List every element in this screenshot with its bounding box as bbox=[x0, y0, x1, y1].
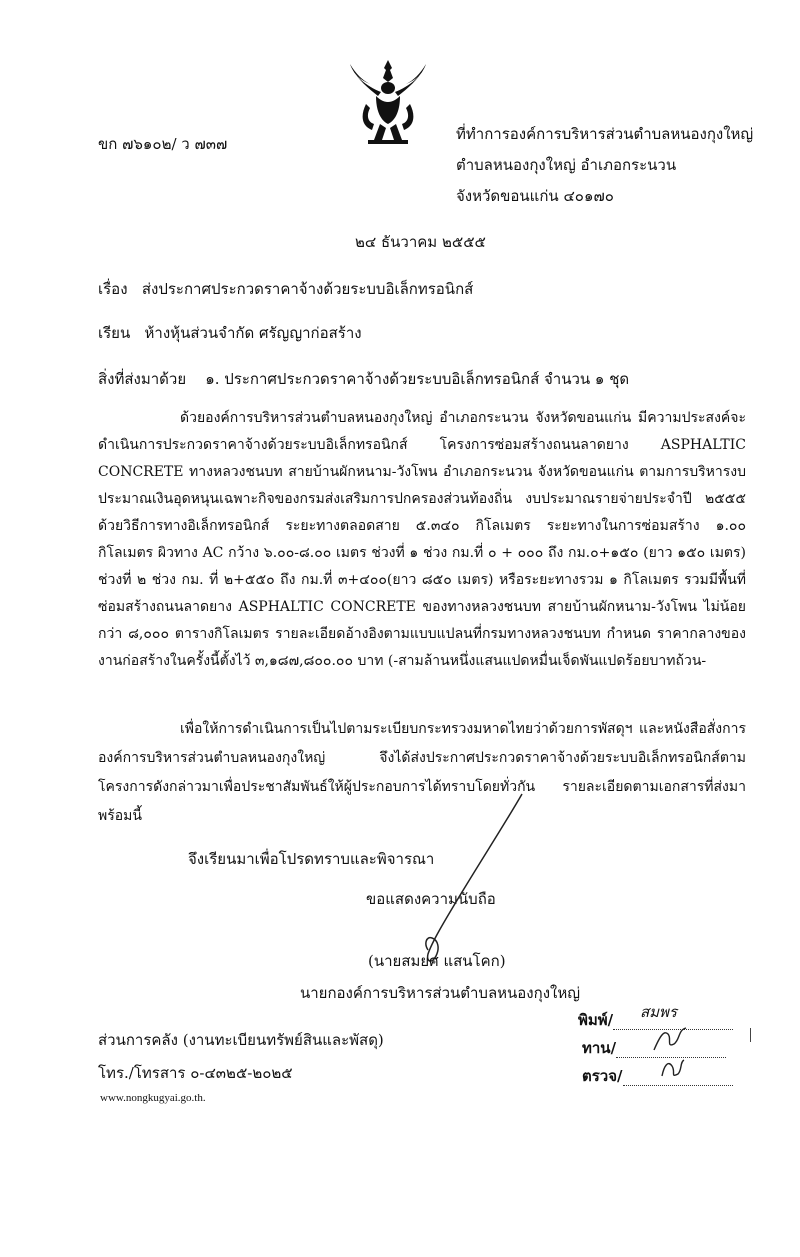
signer-name: (นายสมยศ แสนโคก) bbox=[368, 952, 506, 970]
subject-text: ส่งประกาศประกวดราคาจ้างด้วยระบบอิเล็กทรอนิกส์ bbox=[141, 280, 474, 298]
subject-row bbox=[98, 279, 473, 299]
closing-regards: ขอแสดงความนับถือ bbox=[366, 890, 496, 908]
enclosure-text: ๑. ประกาศประกวดราคาจ้างด้วยระบบอิเล็กทรอนิกส์ จำนวน ๑ ชุด bbox=[205, 370, 630, 388]
phone-fax: โทร./โทรสาร ๐-๔๓๒๕-๒๐๒๕ bbox=[98, 1064, 293, 1082]
reference-number: ขก ๗๖๑๐๒/ ว ๗๓๗ bbox=[98, 135, 228, 153]
website-link[interactable]: www.nongkugyai.go.th. bbox=[100, 1092, 206, 1104]
recipient-label: เรียน bbox=[98, 324, 131, 342]
enclosure-label: สิ่งที่ส่งมาด้วย bbox=[98, 370, 187, 388]
signer-title: นายกองค์การบริหารส่วนตำบลหนองกุงใหญ่ bbox=[300, 984, 581, 1002]
stamp-verify-initial-icon bbox=[658, 1056, 688, 1082]
subject-label: เรื่อง bbox=[98, 280, 128, 298]
office-address-line1: ที่ทำการองค์การบริหารส่วนตำบลหนองกุงใหญ่ bbox=[456, 125, 754, 143]
body-paragraph-1-text: ด้วยองค์การบริหารส่วนตำบลหนองกุงใหญ่ อำเภอกระนวน จังหวัดขอนแก่น มีความประสงค์จะดำเนินการประกวดราคาจ้างด้วยระบบอิเล็กทรอนิกส์ โครงการซ่อมสร้างถนนลาดยาง ASPHALTIC CONCRETE ทางหลวงชนบท สายบ้านผักหนาม-วังโพน อำเภอกระนวน จังหวัดขอนแก่น ตามการบริหารงบประมาณเงินอุดหนุนเฉพาะกิจของกรมส่งเสริมการปกครองส่วนท้องถิ่น งบประมาณรายจ่ายประจำปี ๒๕๕๕ ด้วยวิธีการทางอิเล็กทรอนิกส์ ระยะทางตลอดสาย ๕.๓๔๐ กิโลเมตร ระยะทางในการซ่อมสร้าง ๑.๐๐ กิโลเมตร ผิวทาง AC กว้าง ๖.๐๐-๘.๐๐ เมตร ช่วงที่ ๑ ช่วง กม.ที่ ๐ + ๐๐๐ ถึง กม.๐+๑๕๐ (ยาว ๑๕๐ เมตร) ช่วงที่ ๒ ช่วง กม. ที่ ๒+๕๕๐ ถึง กม.ที่ ๓+๔๐๐(ยาว ๘๕๐ เมตร) หรือระยะทางรวม ๑ กิโลเมตร รวมมีพื้นที่ซ่อมสร้างถนนลาดยาง ASPHALTIC CONCRETE ของทางหลวงชนบท สายบ้านผักหนาม-วังโพน ไม่น้อยกว่า ๘,๐๐๐ ตารางกิโลเมตร รายละเอียดอ้างอิงตามแบบแปลนที่กรมทางหลวงชนบท กำหนด ราคากลางของงานก่อสร้างในครั้งนี้ตั้งไว้ ๓,๑๘๗,๘๐๐.๐๐ บาท (-สามล้านหนึ่งแสนแปดหมื่นเจ็ดพันแปดร้อยบาทถ้วน- bbox=[98, 410, 746, 669]
department-name: ส่วนการคลัง (งานทะเบียนทรัพย์สินและพัสดุ) bbox=[98, 1031, 384, 1049]
review-stamp bbox=[578, 1000, 758, 1090]
office-address-line3: จังหวัดขอนแก่น ๔๐๑๗๐ bbox=[456, 187, 614, 205]
document-date: ๒๔ ธันวาคม ๒๕๕๕ bbox=[355, 233, 486, 251]
recipient-text: ห้างหุ้นส่วนจำกัด ศรัญญาก่อสร้าง bbox=[144, 324, 362, 342]
stamp-edge-mark bbox=[750, 1028, 751, 1042]
stamp-check-label: ทาน/ bbox=[582, 1039, 617, 1057]
stamp-check-initial-icon bbox=[650, 1026, 690, 1056]
recipient-row bbox=[98, 323, 362, 343]
body-paragraph-2-text: เพื่อให้การดำเนินการเป็นไปตามระเบียบกระทรวงมหาดไทยว่าด้วยการพัสดุฯ และหนังสือสั่งการองค์การบริหารส่วนตำบลหนองกุงใหญ่ จึงได้ส่งประกาศประกวดราคาจ้างด้วยระบบอิเล็กทรอนิกส์ตามโครงการดังกล่าวมาเพื่อประชาสัมพันธ์ให้ผู้ประกอบการได้ทราบโดยทั่วกัน รายละเอียดตามเอกสารที่ส่งมาพร้อมนี้ bbox=[98, 721, 746, 824]
enclosure-row bbox=[98, 369, 629, 389]
closing-request: จึงเรียนมาเพื่อโปรดทราบและพิจารณา bbox=[188, 850, 435, 868]
stamp-print-label: พิมพ์/ bbox=[578, 1011, 614, 1029]
stamp-verify-label: ตรวจ/ bbox=[582, 1067, 623, 1085]
stamp-print-handwriting: สมพร bbox=[640, 1003, 677, 1021]
garuda-emblem-icon bbox=[346, 58, 430, 146]
office-address-line2: ตำบลหนองกุงใหญ่ อำเภอกระนวน bbox=[456, 156, 677, 174]
body-paragraph-1 bbox=[98, 405, 746, 675]
